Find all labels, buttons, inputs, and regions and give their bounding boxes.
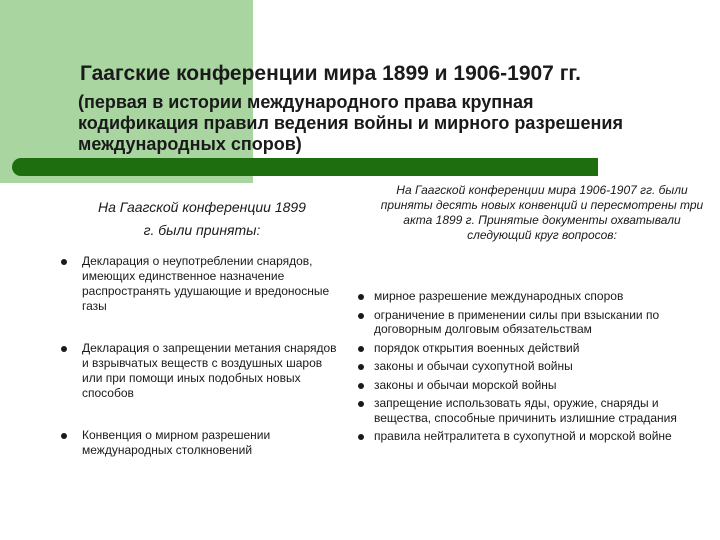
list-item-text: законы и обычаи морской войны bbox=[374, 377, 557, 392]
list-item bbox=[60, 254, 340, 314]
bullet-icon bbox=[358, 294, 364, 300]
list-item bbox=[60, 428, 340, 458]
list-item bbox=[60, 341, 340, 401]
list-item-text: запрещение использовать яды, оружие, снаряды и вещества, способные причинить излишние страдания bbox=[374, 396, 677, 425]
list-item-text: Конвенция о мирном разрешении международных столкновений bbox=[82, 428, 271, 457]
bullet-icon bbox=[358, 346, 364, 352]
page-title: Гаагские конференции мира 1899 и 1906-1907 гг. bbox=[80, 62, 581, 85]
list-item bbox=[358, 378, 710, 393]
bullet-icon bbox=[61, 346, 67, 352]
list-item-text: Декларация о запрещении метания снарядов и взрывчатых веществ с воздушных шаров или при помощи иных подобных новых способов bbox=[82, 341, 337, 400]
left-list bbox=[60, 254, 340, 485]
right-list bbox=[358, 289, 710, 448]
list-item-text: порядок открытия военных действий bbox=[374, 340, 580, 355]
title-area bbox=[0, 0, 720, 183]
list-item-text: Декларация о неупотреблении снарядов, имеющих единственное назначение распространять удушающие и вредоносные газы bbox=[82, 254, 330, 313]
left-intro-text: На Гаагской конференции 1899 г. были приняты: bbox=[98, 199, 306, 238]
bullet-icon bbox=[61, 259, 67, 265]
bullet-icon bbox=[358, 383, 364, 389]
list-item bbox=[358, 289, 710, 304]
right-intro-text: На Гаагской конференции мира 1906-1907 гг. были приняты десять новых конвенций и пересмотрены три акта 1899 г. Принятые документы охватывали следующий круг вопросов: bbox=[380, 183, 704, 242]
bullet-icon bbox=[358, 364, 364, 370]
bullet-icon bbox=[358, 401, 364, 407]
list-item bbox=[358, 341, 710, 356]
title-divider-bar bbox=[12, 158, 598, 176]
bullet-icon bbox=[358, 313, 364, 319]
list-item bbox=[358, 396, 710, 425]
page-subtitle: (первая в истории международного права крупная кодификация правил ведения войны и мирного разрешения международных споров) bbox=[78, 92, 623, 154]
list-item bbox=[358, 429, 710, 444]
list-item bbox=[358, 308, 710, 337]
list-item-text: ограничение в применении силы при взыскании по договорным долговым обязательствам bbox=[374, 307, 660, 336]
list-item-text: мирное разрешение международных споров bbox=[374, 289, 624, 303]
bullet-icon bbox=[358, 434, 364, 440]
list-item-text: законы и обычаи сухопутной войны bbox=[374, 359, 573, 373]
list-item-text: правила нейтралитета в сухопутной и морской войне bbox=[374, 429, 672, 443]
list-item bbox=[358, 359, 710, 374]
bullet-icon bbox=[61, 433, 67, 439]
